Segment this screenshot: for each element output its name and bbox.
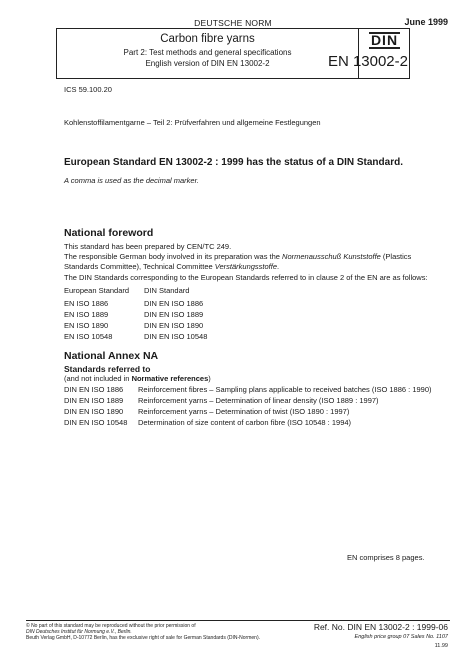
reference-title: Determination of size content of carbon fibre (ISO 10548 : 1994) (138, 418, 352, 427)
european-statement: European Standard EN 13002-2 : 1999 has the status of a DIN Standard. (64, 157, 403, 168)
reference-code: DIN EN ISO 1889 (64, 396, 124, 405)
date-code: 11.99 (434, 643, 448, 649)
table-header: European Standard (64, 286, 130, 295)
header-label: DEUTSCHE NORM (194, 18, 272, 28)
reference-code: DIN EN ISO 1886 (64, 385, 124, 394)
reference-title: Reinforcement yarns – Determination of twist (ISO 1890 : 1997) (138, 407, 350, 416)
reference-code: DIN EN ISO 10548 (64, 418, 128, 427)
note-emphasis: Normative references (131, 374, 209, 383)
reference-row (64, 418, 351, 427)
foreword-text: (Plastics (380, 252, 412, 261)
table-cell: DIN EN ISO 1886 (144, 299, 204, 308)
table-cell: EN ISO 1886 (64, 299, 109, 308)
din-logo (358, 32, 411, 49)
foreword-technical-committee: Verstärkungsstoffe (214, 262, 278, 271)
national-annex-note (64, 374, 211, 383)
standard-number: EN 13002-2 (327, 53, 408, 70)
table-cell: DIN EN ISO 10548 (144, 332, 208, 341)
foreword-text: Standards Committee), Technical Committee (64, 262, 215, 271)
document-version: English version of DIN EN 13002-2 (145, 59, 270, 68)
table-row (64, 332, 207, 341)
foreword-line: This standard has been prepared by CEN/TC 249. (64, 242, 232, 251)
title-block (56, 28, 410, 79)
table-cell: DIN EN ISO 1890 (144, 321, 204, 330)
reference-title: Reinforcement fibres – Sampling plans applicable to received batches (ISO 1886 : 1990) (138, 385, 432, 394)
reference-row (64, 396, 379, 405)
title-panel (57, 29, 359, 78)
ics-code: ICS 59.100.20 (64, 85, 112, 94)
note-text: ) (208, 374, 211, 383)
table-cell: EN ISO 1889 (64, 310, 109, 319)
foreword-line: The DIN Standards corresponding to the European Standards referred to in clause 2 of the EN are as follows: (64, 273, 428, 282)
price-group: English price group 07 Sales No. 1107 (354, 634, 448, 640)
page-count-note: EN comprises 8 pages. (347, 553, 425, 562)
reference-row (64, 385, 432, 394)
din-logo-text: DIN (370, 32, 399, 48)
german-title: Kohlenstoffilamentgarne – Teil 2: Prüfverfahren und allgemeine Festlegungen (64, 118, 321, 127)
foreword-text: The responsible German body involved in its preparation was the (64, 252, 283, 261)
reference-number: Ref. No. DIN EN 13002-2 : 1999-06 (313, 622, 448, 632)
copyright-line: DIN Deutsches Institut für Normung e.V., Berlin. (26, 629, 132, 635)
table-cell: EN ISO 10548 (64, 332, 113, 341)
national-annex-heading: National Annex NA (64, 350, 159, 362)
table-row (64, 310, 203, 319)
reference-row (64, 407, 349, 416)
comma-note: A comma is used as the decimal marker. (64, 176, 199, 185)
national-annex-subheading: Standards referred to (64, 364, 151, 374)
document-subtitle: Part 2: Test methods and general specifications (123, 48, 292, 57)
foreword-line (64, 262, 279, 271)
reference-code: DIN EN ISO 1890 (64, 407, 124, 416)
table-header-row (64, 286, 189, 295)
table-row (64, 299, 203, 308)
table-header: DIN Standard (144, 286, 190, 295)
foreword-committee: Normenausschuß Kunststoffe (282, 252, 381, 261)
header-date: June 1999 (404, 17, 448, 27)
table-row (64, 321, 203, 330)
foreword-line (64, 252, 411, 261)
national-foreword-heading: National foreword (64, 227, 154, 239)
note-text: (and not included in (64, 374, 132, 383)
copyright-line: Beuth Verlag GmbH, D-10772 Berlin, has the exclusive right of sale for German Standards (DIN-Normen). (26, 635, 260, 641)
din-block (327, 29, 411, 78)
foreword-text: . (277, 262, 280, 271)
table-cell: EN ISO 1890 (64, 321, 109, 330)
copyright-line: © No part of this standard may be reproduced without the prior permission of (26, 623, 196, 629)
table-cell: DIN EN ISO 1889 (144, 310, 204, 319)
footer-divider (26, 620, 450, 621)
reference-title: Reinforcement yarns – Determination of linear density (ISO 1889 : 1997) (138, 396, 379, 405)
document-title: Carbon fibre yarns (160, 33, 255, 45)
